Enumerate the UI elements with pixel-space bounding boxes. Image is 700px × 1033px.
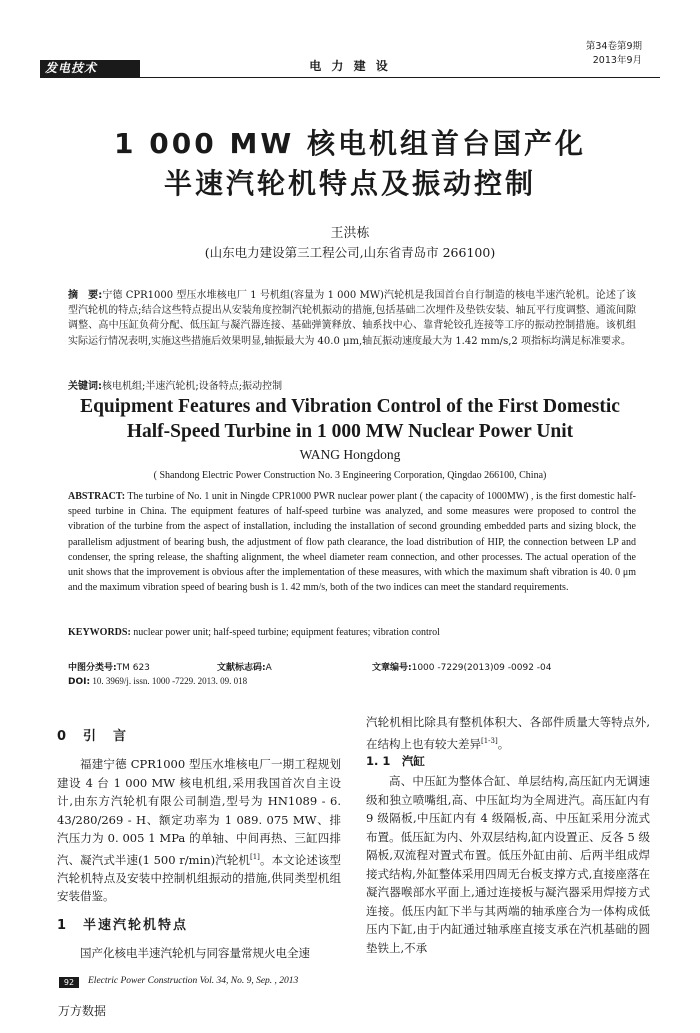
issue-info (586, 40, 642, 68)
section-0-text-a: 福建宁德 CPR1000 型压水堆核电厂一期工程规划建设 4 台 1 000 MW 核电机组,采用我国首次自主设计,由东方汽轮机有限公司制造,型号为 HN1089 - 6. 43/280/269 - H、额定功率为 1 089. 075 MW、排汽压力为 0. 005 1 MPa 的单轴、中间再热、三缸四排汽、凝汽式半速(1 500 r/min)汽轮机 (57, 757, 341, 867)
abstract-cn-text: 宁德 CPR1000 型压水堆核电厂 1 号机组(容量为 1 000 MW)汽轮机是我国首台自行制造的核电半速汽轮机。论述了该型汽轮机的特点;结合这些特点提出从安装角度控制汽轮机振动的措施,包括基础二次埋件及垫铁安装、轴瓦平行度调整、通流间隙调整、高中压缸负荷分配、低压缸与凝汽器连接、基础弹簧释放、轴系找中心、靠背轮铰孔连接等工序的振动控制措施。该机组实际运行情况表明,实施这些措施后效果明显,轴振最大为 40.0 μm,轴瓦振动速度最大为 1.42 mm/s,2 项指标均满足标准要求。 (68, 290, 636, 347)
clc-value: TM 623 (116, 663, 150, 673)
footer-citation: Electric Power Construction Vol. 34, No. 9, Sep. , 2013 (88, 976, 299, 986)
doi-value: 10. 3969/j. issn. 1000 -7229. 2013. 09. 018 (92, 676, 248, 686)
article-no-value: 1000 -7229(2013)09 -0092 -04 (411, 663, 552, 673)
author-cn: 王洪栋 (330, 226, 370, 241)
abstract-cn-label: 摘 要: (68, 290, 103, 301)
abstract-en (68, 489, 636, 595)
section-1-heading: 1 半速汽轮机特点 (57, 918, 189, 933)
title-en-line2: Half-Speed Turbine in 1 000 MW Nuclear Power Unit (126, 421, 574, 442)
section-1-paragraph: 国产化核电半速汽轮机与同容量常规火电全速 (80, 946, 310, 960)
page-number: 92 (59, 977, 79, 988)
citation-ref-1-3[interactable]: [1-3] (481, 736, 498, 745)
doc-code-value: A (265, 663, 272, 673)
keywords-cn-text: 核电机组;半速汽轮机;设备特点;振动控制 (102, 381, 283, 392)
section-0-paragraph (57, 755, 341, 906)
header-rule (40, 77, 660, 78)
keywords-en (68, 627, 636, 638)
section-1-continued (366, 713, 650, 753)
keywords-cn-label: 关键词: (68, 381, 102, 392)
doi (68, 676, 247, 687)
keywords-cn (68, 377, 636, 392)
affiliation-en: ( Shandong Electric Power Construction No. 3 Engineering Corporation, Qingdao 266100, China) (153, 470, 547, 481)
keywords-en-label: KEYWORDS: (68, 627, 131, 638)
document-code (217, 660, 272, 673)
section-0-heading: 0 引 言 (57, 729, 129, 744)
section-1-cont-end: 。 (497, 736, 510, 751)
subsection-1-1-heading: 1. 1 汽缸 (366, 754, 425, 768)
title-en-line1: Equipment Features and Vibration Control of the First Domestic (80, 396, 620, 417)
title-cn-line2: 半速汽轮机特点及振动控制 (163, 167, 536, 200)
doi-label: DOI: (68, 677, 91, 687)
affiliation-cn: (山东电力建设第三工程公司,山东省青岛市 266100) (204, 245, 496, 260)
journal-name: 电 力 建 设 (309, 59, 391, 73)
author-en: WANG Hongdong (299, 447, 401, 462)
abstract-en-label: ABSTRACT: (68, 491, 126, 502)
section-1-cont-text: 汽轮机相比除具有整机体积大、各部件质量大等特点外,在结构上也有较大差异 (366, 715, 650, 751)
article-no-label: 文章编号: (372, 663, 412, 673)
watermark: 万方数据 (58, 1004, 107, 1018)
clc-label: 中图分类号: (68, 663, 117, 673)
abstract-en-text: The turbine of No. 1 unit in Ningde CPR1000 PWR nuclear power plant ( the capacity of 1000MW) , is the first domestic half-speed turbine in China. The equipment features of half-speed turbine was analyzed, and some measures were proposed to control the vibration of the turbine from the aspect of installation, including the installation of second grounding embedded parts and sizing block, the parallelism adjustment of bearing bush, the adjustment of flow path clearance, the load distribution of HIP, the connection between LP and condenser, the spring release, the shafting alignment, the wheel diameter ream connection, and other processes. The actual operation of the unit shows that the improvement is obvious after the implementation of these measures, with which the maximum shaft vibration is 40. 0 μm and the maximum vibration speed of bearing bush is 1. 42 mm/s, both of the two indices can meet the standard requirements. (68, 491, 636, 594)
subsection-1-1-paragraph: 高、中压缸为整体合缸、单层结构,高压缸内无调速级和独立喷嘴组,高、中压缸均为全周进汽。高压缸内有 9 级隔板,中压缸内有 4 级隔板,高、中压缸采用分流式布置。低压缸为内、外双层结构,缸内设置正、反各 5 级隔板,双流程对置式布置。低压外缸由前、后两半组成焊接式结构,外缸整体采用四周无台板支撑方式,直接座落在凝汽器喉部水平面上,通过连接板与凝汽器采用焊接方式连接。低压内缸下半与其两端的轴承座合为一体构成低压内下缸,由于内缸通过轴承座直接支承在汽机基础的圆垫铁上,不承 (366, 774, 650, 955)
clc-number (68, 660, 150, 673)
issue-date: 2013年9月 (592, 55, 642, 66)
citation-ref-1[interactable]: [1] (250, 852, 260, 861)
section-tag: 发电技术 (40, 60, 140, 77)
abstract-cn (68, 288, 636, 349)
keywords-en-text: nuclear power unit; half-speed turbine; equipment features; vibration control (133, 627, 440, 638)
article-number (372, 660, 551, 673)
volume-issue: 第34卷第9期 (585, 41, 642, 52)
doc-code-label: 文献标志码: (217, 663, 266, 673)
title-cn-line1: 1 000 MW 核电机组首台国产化 (114, 127, 586, 160)
section-0-text-b: 。本文论述该型汽轮机特点及安装中控制机组振动的措施,供同类型机组安装借鉴。 (57, 852, 342, 904)
